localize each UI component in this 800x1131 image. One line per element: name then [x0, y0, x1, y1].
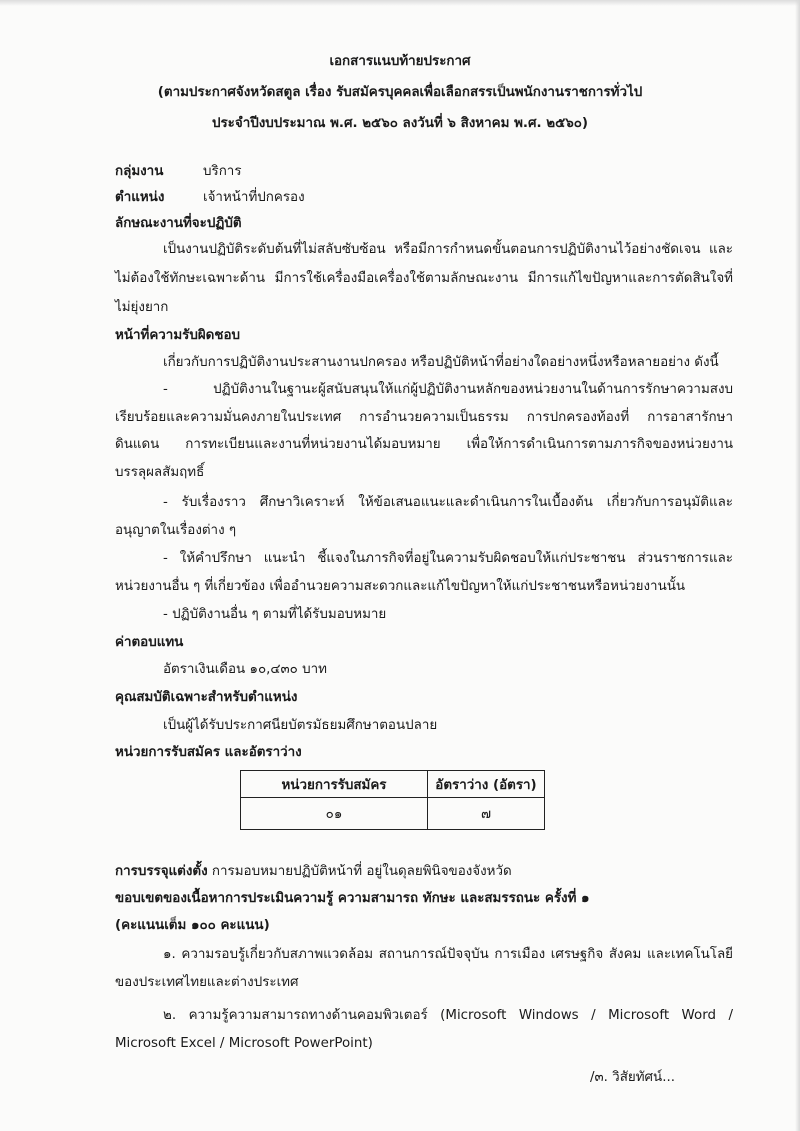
position-row — [115, 189, 305, 207]
appointment-row — [115, 863, 512, 881]
document-title: เอกสารแนบท้ายประกาศ — [329, 54, 471, 69]
exam-scope-heading: ขอบเขตของเนื้อหาการประเมินความรู้ ความสามารถ ทักษะ และสมรรถนะ ครั้งที่ ๑ — [115, 891, 590, 906]
qualification-line: เป็นผู้ได้รับประกาศนียบัตรมัธยมศึกษาตอนปลาย — [163, 718, 438, 733]
appointment-label: การบรรจุแต่งตั้ง — [115, 864, 208, 879]
document-subtitle: (ตามประกาศจังหวัดสตูล เรื่อง รับสมัครบุคคลเพื่อเลือกสรรเป็นพนักงานราชการทั่วไป — [157, 85, 643, 100]
scan-edge-top — [0, 0, 800, 6]
duties-line: - รับเรื่องราว ศึกษาวิเคราะห์ ให้ข้อเสนอแนะและดำเนินการในเบื้องต้น เกี่ยวกับการอนุมัติและ — [163, 495, 733, 510]
page-continuation: /๓. วิสัยทัศน์... — [590, 1070, 675, 1085]
appointment-text: การมอบหมายปฏิบัติหน้าที่ อยู่ในดุลยพินิจของจังหวัด — [207, 864, 512, 879]
duties-line: - ปฏิบัติงานในฐานะผู้สนับสนุนให้แก่ผู้ปฏิบัติงานหลักของหน่วยงานในด้านการรักษาความสงบ — [163, 382, 733, 397]
exam-item-line: Microsoft Excel / Microsoft PowerPoint) — [115, 1036, 373, 1051]
exam-item-line: ของประเทศไทยและต่างประเทศ — [115, 975, 299, 990]
duties-line: ดินแดน การทะเบียนและงานที่หน่วยงานได้มอบหมาย เพื่อให้การดำเนินการตามภารกิจของหน่วยงาน — [115, 437, 733, 452]
duties-line: เกี่ยวกับการปฏิบัติงานประสานงานปกครอง หรือปฏิบัติหน้าที่อย่างใดอย่างหนึ่งหรือหลายอย่าง ดังนี้ — [163, 355, 719, 370]
duties-line: หน่วยงานอื่น ๆ ที่เกี่ยวข้อง เพื่ออำนวยความสะดวกและแก้ไขปัญหาให้แก่ประชาชนหรือหน่วยงานนั้น — [115, 579, 686, 594]
duties-line: - ปฏิบัติงานอื่น ๆ ตามที่ได้รับมอบหมาย — [163, 607, 387, 622]
duties-line: บรรลุผลสัมฤทธิ์ — [115, 465, 205, 480]
table-header-row — [241, 771, 545, 798]
job-nature-heading: ลักษณะงานที่จะปฏิบัติ — [115, 216, 242, 231]
qualification-heading: คุณสมบัติเฉพาะสำหรับตำแหน่ง — [115, 690, 298, 705]
duties-line: เรียบร้อยและความมั่นคงภายในประเทศ การอำนวยความเป็นธรรม การปกครองท้องที่ การอาสารักษา — [115, 410, 733, 425]
column-header-vacancy: อัตราว่าง (อัตรา) — [428, 771, 545, 798]
exam-item-line: ๑. ความรอบรู้เกี่ยวกับสภาพแวดล้อม สถานการณ์ปัจจุบัน การเมือง เศรษฐกิจ สังคม และเทคโนโลยี — [163, 947, 733, 962]
position-label: ตำแหน่ง — [115, 190, 165, 205]
duties-heading: หน้าที่ความรับผิดชอบ — [115, 328, 241, 343]
recruitment-heading: หน่วยการรับสมัคร และอัตราว่าง — [115, 745, 302, 760]
duties-line: อนุญาตในเรื่องต่าง ๆ — [115, 523, 237, 538]
fiscal-year-line: ประจำปีงบประมาณ พ.ศ. ๒๕๖๐ ลงวันที่ ๖ สิงหาคม พ.ศ. ๒๕๖๐) — [211, 116, 589, 131]
exam-score: (คะแนนเต็ม ๑๐๐ คะแนน) — [115, 918, 270, 933]
job-nature-line: ไม่ยุ่งยาก — [115, 300, 169, 315]
scan-edge-right — [795, 0, 800, 1131]
compensation-heading: ค่าตอบแทน — [115, 635, 184, 650]
job-nature-line: เป็นงานปฏิบัติระดับต้นที่ไม่สลับซับซ้อน หรือมีการกำหนดขั้นตอนการปฏิบัติงานไว้อย่างชัดเจน และ — [163, 242, 733, 257]
position-value: เจ้าหน้าที่ปกครอง — [203, 190, 305, 205]
exam-item-line: ๒. ความรู้ความสามารถทางด้านคอมพิวเตอร์ (Microsoft Windows / Microsoft Word / — [163, 1008, 733, 1023]
salary-line: อัตราเงินเดือน ๑๐,๔๓๐ บาท — [163, 662, 327, 677]
duties-line: - ให้คำปรึกษา แนะนำ ชี้แจงในภารกิจที่อยู่ในความรับผิดชอบให้แก่ประชาชน ส่วนราชการและ — [163, 551, 733, 566]
group-value: บริการ — [203, 164, 242, 179]
unit-cell: ๐๑ — [241, 798, 428, 830]
table-row — [241, 798, 545, 830]
job-nature-line: ไม่ต้องใช้ทักษะเฉพาะด้าน มีการใช้เครื่องมือเครื่องใช้ตามลักษณะงาน มีการแก้ไขปัญหาและการตัดสินใจที่ — [115, 271, 733, 286]
recruitment-table — [240, 770, 545, 830]
group-row — [115, 163, 242, 181]
group-label: กลุ่มงาน — [115, 164, 164, 179]
vacancy-cell: ๗ — [428, 798, 545, 830]
column-header-unit: หน่วยการรับสมัคร — [241, 771, 428, 798]
